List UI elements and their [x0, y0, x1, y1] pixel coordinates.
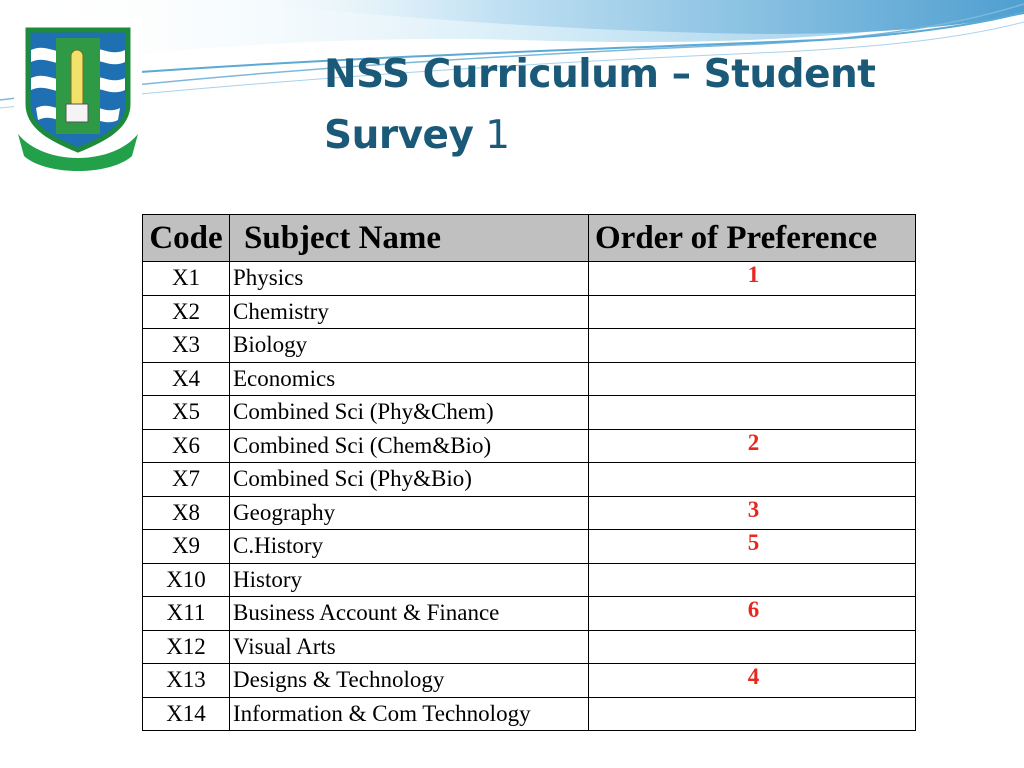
- subject-code-cell: X10: [143, 563, 230, 597]
- table-row: [143, 697, 916, 731]
- subject-code-cell: X14: [143, 697, 230, 731]
- table-row: [143, 463, 916, 497]
- subject-code-cell: X11: [143, 597, 230, 631]
- table-row: [143, 396, 916, 430]
- subject-name-cell: History: [230, 563, 589, 597]
- table-row: [143, 563, 916, 597]
- table-row: [143, 429, 916, 463]
- subject-name-cell: Economics: [230, 362, 589, 396]
- header-code: Code: [143, 215, 230, 262]
- table-row: [143, 496, 916, 530]
- preference-cell: [589, 630, 916, 664]
- subject-code-cell: X1: [143, 262, 230, 296]
- subject-name-cell: Information & Com Technology: [230, 697, 589, 731]
- subject-code-cell: X3: [143, 329, 230, 363]
- subject-name-cell: Chemistry: [230, 295, 589, 329]
- subject-name-cell: Geography: [230, 496, 589, 530]
- preference-cell: [589, 362, 916, 396]
- table-row: [143, 362, 916, 396]
- subject-code-cell: X5: [143, 396, 230, 430]
- subject-preference-table: [142, 214, 916, 731]
- preference-cell: 2: [589, 429, 916, 463]
- subject-name-cell: Combined Sci (Phy&Bio): [230, 463, 589, 497]
- preference-cell: [589, 697, 916, 731]
- subject-code-cell: X7: [143, 463, 230, 497]
- subject-name-cell: Business Account & Finance: [230, 597, 589, 631]
- subject-code-cell: X13: [143, 664, 230, 698]
- preference-cell: [589, 396, 916, 430]
- table-row: [143, 295, 916, 329]
- subject-code-cell: X2: [143, 295, 230, 329]
- table-header-row: [143, 215, 916, 262]
- slide-title-number: 1: [485, 113, 510, 158]
- preference-cell: [589, 329, 916, 363]
- table-row: [143, 262, 916, 296]
- slide-title-text: NSS Curriculum – Student Survey: [324, 52, 876, 158]
- subject-name-cell: Designs & Technology: [230, 664, 589, 698]
- subject-code-cell: X6: [143, 429, 230, 463]
- table-row: [143, 530, 916, 564]
- header-order-of-preference: Order of Preference: [589, 215, 916, 262]
- subject-name-cell: Combined Sci (Chem&Bio): [230, 429, 589, 463]
- subject-name-cell: C.History: [230, 530, 589, 564]
- table-row: [143, 597, 916, 631]
- subject-code-cell: X12: [143, 630, 230, 664]
- table-row: [143, 329, 916, 363]
- preference-cell: 4: [589, 664, 916, 698]
- preference-cell: [589, 563, 916, 597]
- table-row: [143, 630, 916, 664]
- subject-name-cell: Combined Sci (Phy&Chem): [230, 396, 589, 430]
- subject-name-cell: Biology: [230, 329, 589, 363]
- subject-code-cell: X9: [143, 530, 230, 564]
- preference-cell: 1: [589, 262, 916, 296]
- preference-cell: [589, 463, 916, 497]
- preference-cell: 6: [589, 597, 916, 631]
- school-crest-logo: [14, 16, 142, 174]
- preference-cell: 5: [589, 530, 916, 564]
- preference-cell: [589, 295, 916, 329]
- preference-cell: 3: [589, 496, 916, 530]
- subject-name-cell: Physics: [230, 262, 589, 296]
- subject-code-cell: X8: [143, 496, 230, 530]
- slide-title: [324, 44, 944, 166]
- subject-name-cell: Visual Arts: [230, 630, 589, 664]
- header-subject-name: Subject Name: [230, 215, 589, 262]
- table-row: [143, 664, 916, 698]
- subject-code-cell: X4: [143, 362, 230, 396]
